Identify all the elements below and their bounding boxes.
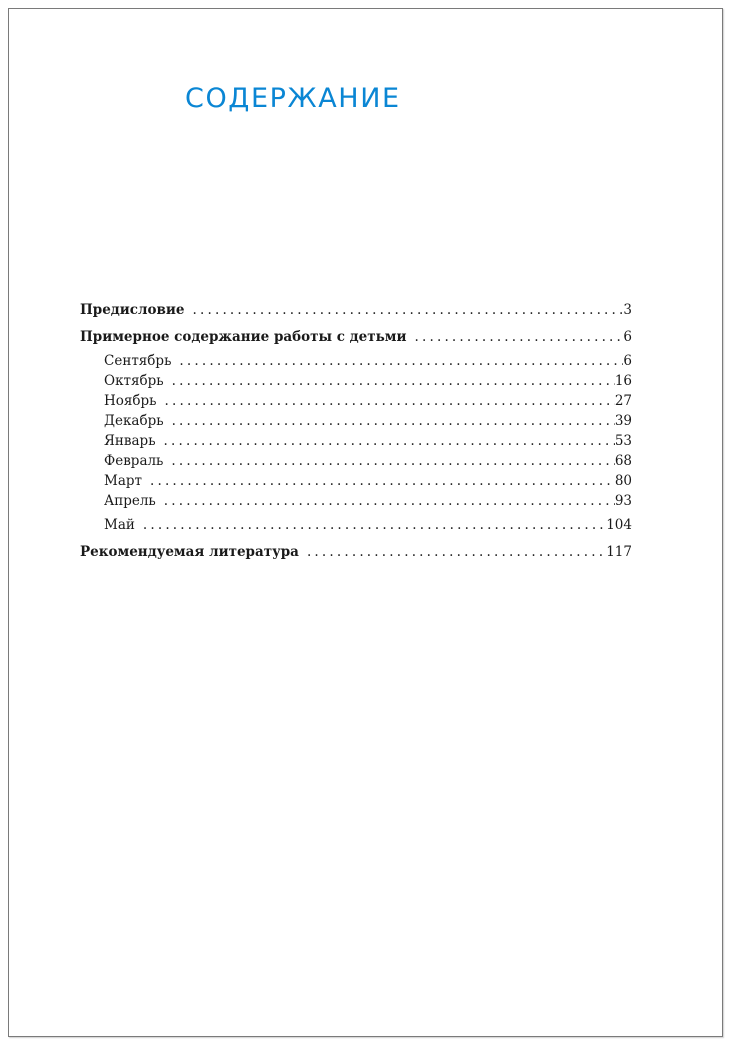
dot-leader	[171, 351, 623, 371]
toc-entry-label: Ноябрь	[104, 393, 157, 409]
table-of-contents	[80, 300, 632, 562]
toc-entry-label: Октябрь	[104, 373, 164, 389]
page-title: СОДЕРЖАНИЕ	[185, 83, 401, 114]
dot-leader	[163, 451, 614, 471]
toc-entry-label: Рекомендуемая литература	[80, 544, 299, 560]
dot-leader	[135, 515, 606, 535]
toc-entry-label: Март	[104, 473, 142, 489]
toc-page-number: 104	[606, 517, 632, 533]
toc-entry-november[interactable]	[80, 391, 632, 411]
toc-entry-label: Предисловие	[80, 302, 185, 318]
toc-page-number: 6	[623, 329, 632, 345]
toc-entry-label: Примерное содержание работы с детьми	[80, 329, 407, 345]
dot-leader	[164, 411, 615, 431]
toc-entry-january[interactable]	[80, 431, 632, 451]
toc-entry-september[interactable]	[80, 351, 632, 371]
toc-entry-label: Февраль	[104, 453, 164, 469]
toc-page-number: 93	[614, 493, 632, 509]
toc-page-number: 53	[614, 433, 632, 449]
toc-entry-april[interactable]	[80, 491, 632, 511]
toc-page-number: 68	[614, 453, 632, 469]
toc-entry-may[interactable]	[80, 515, 632, 535]
dot-leader	[157, 391, 615, 411]
dot-leader	[164, 371, 615, 391]
dot-leader	[156, 431, 615, 451]
dot-leader	[142, 471, 615, 491]
toc-entry-label: Декабрь	[104, 413, 164, 429]
toc-entry-literature[interactable]	[80, 542, 632, 562]
toc-entry-program[interactable]	[80, 327, 632, 347]
toc-entry-march[interactable]	[80, 471, 632, 491]
toc-page-number: 27	[614, 393, 632, 409]
toc-page-number: 3	[623, 302, 632, 318]
toc-entry-october[interactable]	[80, 371, 632, 391]
dot-leader	[299, 542, 606, 562]
dot-leader	[185, 300, 624, 320]
toc-entry-label: Январь	[104, 433, 156, 449]
dot-leader	[156, 491, 615, 511]
toc-entry-february[interactable]	[80, 451, 632, 471]
toc-entry-preface[interactable]	[80, 300, 632, 320]
toc-page-number: 16	[614, 373, 632, 389]
toc-entry-label: Сентябрь	[104, 353, 172, 369]
toc-entry-december[interactable]	[80, 411, 632, 431]
toc-page-number: 6	[623, 353, 632, 369]
toc-page-number: 117	[606, 544, 632, 560]
toc-page-number: 80	[614, 473, 632, 489]
dot-leader	[407, 327, 624, 347]
toc-entry-label: Апрель	[104, 493, 156, 509]
toc-page-number: 39	[614, 413, 632, 429]
toc-entry-label: Май	[104, 517, 135, 533]
